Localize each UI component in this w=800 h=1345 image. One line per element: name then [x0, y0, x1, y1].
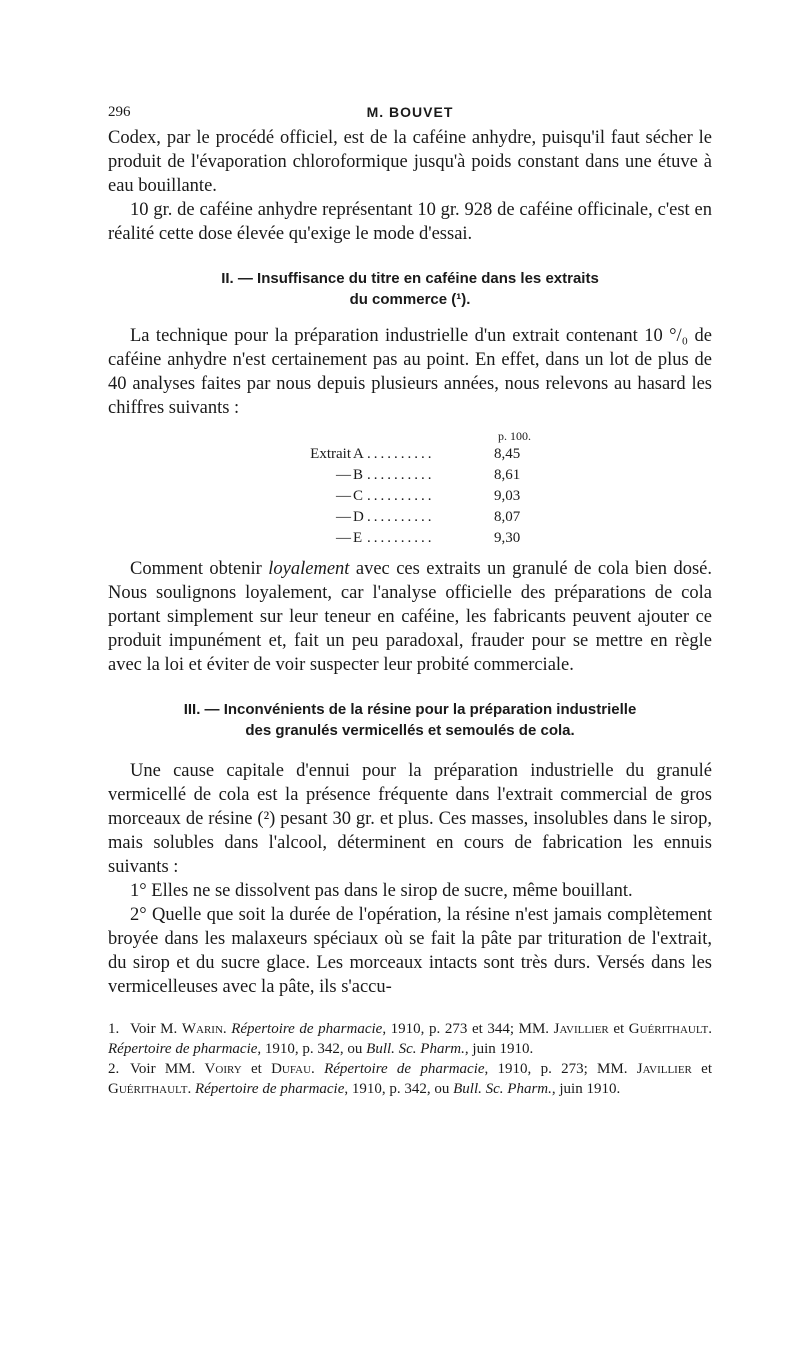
row-label: Extrait	[310, 446, 351, 462]
row-letter: E	[353, 530, 363, 546]
row-value: 8,61	[494, 467, 521, 483]
fn-text: , juin 1910.	[464, 1041, 534, 1057]
fn-text: et	[241, 1061, 272, 1077]
author-name: Warin	[181, 1021, 223, 1037]
row-value: 8,45	[494, 446, 521, 462]
section-3-heading	[108, 699, 712, 741]
section-2-heading	[108, 268, 712, 310]
section-3-item-2: 2° Quelle que soit la durée de l'opération, la résine n'est jamais complètement broyée dans les malaxeurs spéciaux où se fait la pâte par trituration de l'extrait, du sirop et du sucre glace. Les morceaux intacts sont très durs. Versés dans les vermicelleuses avec la pâte, ils s'accu-	[108, 905, 712, 997]
section-3-heading-line-2: des granulés vermicellés et semoulés de cola.	[245, 722, 575, 739]
row-value: 8,07	[494, 509, 521, 525]
footnote-ref-2: (²)	[257, 809, 276, 829]
row-letter: A	[353, 446, 364, 462]
leader-dots: ..........	[367, 488, 435, 504]
fn-text: Voir M.	[130, 1021, 182, 1037]
para-text: Comment obtenir	[130, 559, 269, 579]
author-name: Guérithault	[108, 1081, 188, 1097]
section-2-heading-text: du commerce	[349, 291, 448, 308]
journal-title: Répertoire de pharmacie	[194, 1081, 345, 1097]
journal-title: Répertoire de pharmacie	[108, 1041, 258, 1057]
fn-text: .	[222, 1021, 232, 1037]
page	[108, 100, 712, 1099]
table-row	[260, 528, 712, 549]
leader-dots: ..........	[367, 467, 435, 483]
para-text: avec ces extraits un granulé de cola bien dosé. Nous soulignons loyalement, car l'analyse officielle des préparations de cola portant simplement sur leur teneur en caféine, les fabricants peuvent ajouter ce produit impunément et, fait un peu paradoxal, frauder pour se mettre en règle avec la loi et éviter de voir suspecter leur probité commerciale.	[108, 559, 713, 675]
section-3-heading-line-1: III. — Inconvénients de la résine pour la préparation industrielle	[183, 701, 637, 718]
fn-text: .	[187, 1081, 195, 1097]
section-2-heading-line-1: II. — Insuffisance du titre en caféine dans les extraits	[221, 270, 599, 287]
author-name: Javillier	[636, 1061, 692, 1077]
fn-text: .	[708, 1021, 713, 1037]
author-name: Voiry	[204, 1061, 242, 1077]
section-3-paragraph-1	[108, 759, 712, 879]
table-unit-header: p. 100.	[498, 429, 531, 443]
fn-text: et	[608, 1021, 629, 1037]
running-head: M. BOUVET	[366, 104, 454, 120]
caffeine-content-table	[260, 428, 712, 549]
fn-text: , 1910, p. 273 et 344; MM.	[382, 1021, 554, 1037]
journal-title: Répertoire de pharmacie	[324, 1061, 485, 1077]
fn-text: , juin 1910.	[551, 1081, 621, 1097]
footnotes	[108, 1019, 712, 1099]
section-2-heading-line-2	[108, 289, 712, 310]
journal-title: Bull. Sc. Pharm.	[366, 1041, 465, 1057]
journal-title: Bull. Sc. Pharm.	[453, 1081, 552, 1097]
fn-text: , 1910, p. 342, ou	[257, 1041, 367, 1057]
row-value: 9,30	[494, 530, 521, 546]
table-row	[260, 507, 712, 528]
footnote-number: 2.	[108, 1061, 120, 1077]
page-header	[108, 100, 712, 126]
author-name: Javillier	[553, 1021, 609, 1037]
fn-text: , 1910, p. 342, ou	[344, 1081, 454, 1097]
author-name: Dufau	[271, 1061, 312, 1077]
para-text: Une cause capitale d'ennui pour la préparation industrielle du granulé vermicellé de cola est la présence fréquente dans l'extrait commercial de gros morceaux de résine	[108, 761, 712, 829]
table-row	[260, 465, 712, 486]
row-label: —	[336, 488, 351, 504]
author-name: Guérithault	[628, 1021, 709, 1037]
fn-text: Voir MM.	[130, 1061, 205, 1077]
leader-dots: ..........	[367, 530, 435, 546]
fn-text: .	[311, 1061, 325, 1077]
table-row	[260, 486, 712, 507]
row-label: —	[336, 509, 351, 525]
row-letter: D	[353, 509, 364, 525]
table-row	[260, 444, 712, 465]
emphasis-loyalement: loyalement	[268, 559, 350, 579]
leader-dots: ..........	[367, 509, 435, 525]
section-2-paragraph-1: La technique pour la préparation industrielle d'un extrait contenant 10 °/₀ de caféine anhydre n'est certainement pas au point. En effet, dans un lot de plus de 40 analyses faites par nous depuis plusieurs années, nous relevons au hasard les chiffres suivants :	[108, 326, 712, 418]
para-text: pesant 30 gr. et plus. Ces masses, insolubles dans le sirop, mais solubles dans l'alcool, déterminent en cours de fabrication les ennuis suivants :	[108, 809, 713, 877]
fn-text: , 1910, p. 273; MM.	[484, 1061, 637, 1077]
row-letter: B	[353, 467, 364, 483]
footnote-number: 1.	[108, 1021, 120, 1037]
row-label: —	[336, 467, 351, 483]
journal-title: Répertoire de pharmacie	[231, 1021, 383, 1037]
row-label: —	[336, 530, 351, 546]
intro-paragraph-2: 10 gr. de caféine anhydre représentant 10 gr. 928 de caféine officinale, c'est en réalité cette dose élevée qu'exige le mode d'essai.	[108, 200, 712, 244]
page-number: 296	[108, 104, 131, 120]
row-value: 9,03	[494, 488, 521, 504]
fn-text: et	[691, 1061, 713, 1077]
footnote-1	[108, 1019, 712, 1059]
footnote-2	[108, 1059, 712, 1099]
section-3-item-1: 1° Elles ne se dissolvent pas dans le sirop de sucre, même bouillant.	[130, 881, 633, 901]
intro-paragraph-1: Codex, par le procédé officiel, est de la caféine anhydre, puisqu'il faut sécher le produit de l'évaporation chloroformique jusqu'à poids constant dans une étuve à eau bouillante.	[108, 128, 712, 196]
row-letter: C	[353, 488, 364, 504]
leader-dots: ..........	[367, 446, 435, 462]
section-2-paragraph-2	[108, 557, 712, 677]
footnote-ref-1: (¹).	[451, 291, 471, 308]
